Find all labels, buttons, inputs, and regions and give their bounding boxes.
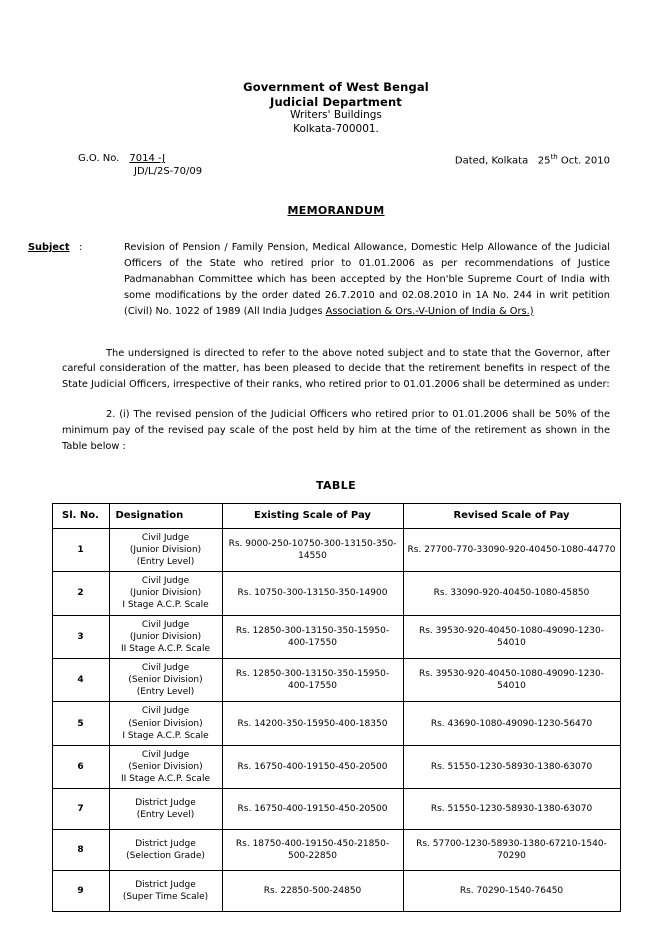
city-pin: Kolkata-700001. — [293, 122, 379, 135]
table-heading: TABLE — [315, 478, 357, 492]
cell-revised-scale: Rs. 57700-1230-58930-1380-67210-1540-70290 — [403, 830, 620, 871]
building-name: Writers' Buildings — [290, 109, 382, 122]
org-name: Government of West Bengal — [243, 80, 429, 94]
go-label: G.O. No. — [78, 153, 120, 165]
designation-line-1: Civil Judge — [141, 619, 190, 630]
cell-designation — [109, 702, 222, 745]
designation-line-3: I Stage A.C.P. Scale — [122, 730, 209, 741]
date-block — [455, 153, 610, 166]
table-row — [52, 572, 620, 615]
cell-designation — [109, 572, 222, 615]
cell-existing-scale: Rs. 12850-300-13150-350-15950-400-17550 — [222, 615, 403, 658]
subject-colon: : — [79, 242, 83, 254]
designation-line-3: (Entry Level) — [136, 557, 195, 568]
table-row — [52, 830, 620, 871]
cell-existing-scale: Rs. 16750-400-19150-450-20500 — [222, 745, 403, 788]
designation-line-2: (Senior Division) — [128, 718, 203, 729]
cell-designation — [109, 659, 222, 702]
body-paragraph-2: 2. (i) The revised pension of the Judicial Officers who retired prior to 01.01.2006 shall be 50% of the minimum pay of the revised pay scale of the post held by him at the time of the retirement as shown in the Table below : — [62, 409, 610, 452]
table-body — [52, 528, 620, 912]
table-row — [52, 528, 620, 571]
designation-line-1: District Judge — [135, 798, 196, 809]
go-subreference: JD/L/2S-70/09 — [134, 166, 203, 178]
cell-revised-scale: Rs. 33090-920-40450-1080-45850 — [403, 572, 620, 615]
designation-line-1: Civil Judge — [141, 706, 190, 717]
table-row — [52, 789, 620, 830]
cell-revised-scale: Rs. 70290-1540-76450 — [403, 871, 620, 912]
cell-designation — [109, 745, 222, 788]
date-day: 25 — [537, 155, 551, 167]
cell-existing-scale: Rs. 9000-250-10750-300-13150-350-14550 — [222, 528, 403, 571]
table-row — [52, 615, 620, 658]
designation-line-1: District Judge — [135, 839, 196, 850]
designation-line-2: (Junior Division) — [129, 544, 202, 555]
designation-line-3: II Stage A.C.P. Scale — [120, 643, 210, 654]
subject-block — [28, 240, 610, 319]
cell-sl-no: 8 — [52, 830, 109, 871]
designation-line-3: (Entry Level) — [136, 687, 195, 698]
cell-revised-scale: Rs. 51550-1230-58930-1380-63070 — [403, 789, 620, 830]
table-row — [52, 871, 620, 912]
cell-designation — [109, 830, 222, 871]
designation-line-1: Civil Judge — [141, 576, 190, 587]
cell-sl-no: 7 — [52, 789, 109, 830]
cell-existing-scale: Rs. 10750-300-13150-350-14900 — [222, 572, 403, 615]
reference-row — [0, 153, 672, 183]
date-rest: Oct. 2010 — [560, 155, 610, 167]
go-number-value: 7014 -J — [129, 153, 166, 165]
cell-revised-scale: Rs. 39530-920-40450-1080-49090-1230-54010 — [403, 659, 620, 702]
department-name: Judicial Department — [270, 94, 402, 109]
designation-line-1: Civil Judge — [141, 532, 190, 543]
cell-designation — [109, 615, 222, 658]
designation-line-3: II Stage A.C.P. Scale — [120, 774, 210, 785]
designation-line-3: I Stage A.C.P. Scale — [122, 600, 209, 611]
cell-sl-no: 9 — [52, 871, 109, 912]
table-row — [52, 702, 620, 745]
body-paragraph-1: The undersigned is directed to refer to the above noted subject and to state that the Governor, after careful consideration of the matter, has been pleased to decide that the retirement benefits in respect of the State Judicial Officers, irrespective of their ranks, who retired prior to 01.01.2006 shall be determined as under: — [62, 347, 610, 391]
column-header-designation: Designation — [109, 503, 222, 528]
cell-designation — [109, 528, 222, 571]
cell-existing-scale: Rs. 14200-350-15950-400-18350 — [222, 702, 403, 745]
pay-scale-table — [52, 503, 621, 913]
designation-line-2: (Super Time Scale) — [122, 892, 209, 903]
column-header-sl-no: Sl. No. — [52, 503, 109, 528]
cell-sl-no: 1 — [52, 528, 109, 571]
cell-revised-scale: Rs. 43690-1080-49090-1230-56470 — [403, 702, 620, 745]
cell-designation — [109, 871, 222, 912]
cell-existing-scale: Rs. 22850-500-24850 — [222, 871, 403, 912]
cell-sl-no: 3 — [52, 615, 109, 658]
cell-existing-scale: Rs. 12850-300-13150-350-15950-400-17550 — [222, 659, 403, 702]
table-row — [52, 659, 620, 702]
cell-designation — [109, 789, 222, 830]
table-head — [52, 503, 620, 528]
cell-sl-no: 4 — [52, 659, 109, 702]
designation-line-1: Civil Judge — [141, 749, 190, 760]
designation-line-2: (Senior Division) — [128, 762, 203, 773]
subject-text-underlined: Association & Ors.-V-Union of India & Ors.) — [325, 305, 534, 317]
letterhead — [0, 0, 672, 136]
date-prefix: Dated, Kolkata — [454, 155, 529, 167]
designation-line-1: District Judge — [135, 880, 196, 891]
cell-existing-scale: Rs. 16750-400-19150-450-20500 — [222, 789, 403, 830]
column-header-revised-scale: Revised Scale of Pay — [403, 503, 620, 528]
designation-line-2: (Entry Level) — [136, 810, 195, 821]
designation-line-2: (Senior Division) — [128, 675, 203, 686]
table-header-row — [52, 503, 620, 528]
go-number-block — [78, 153, 203, 178]
designation-line-2: (Selection Grade) — [126, 851, 205, 862]
designation-line-2: (Junior Division) — [129, 631, 202, 642]
cell-sl-no: 2 — [52, 572, 109, 615]
cell-existing-scale: Rs. 18750-400-19150-450-21850-500-22850 — [222, 830, 403, 871]
designation-line-2: (Junior Division) — [129, 588, 202, 599]
subject-label: Subject — [28, 242, 70, 254]
designation-line-1: Civil Judge — [141, 663, 190, 674]
memorandum-title: MEMORANDUM — [287, 204, 385, 218]
cell-sl-no: 5 — [52, 702, 109, 745]
cell-revised-scale: Rs. 51550-1230-58930-1380-63070 — [403, 745, 620, 788]
table-row — [52, 745, 620, 788]
column-header-existing-scale: Existing Scale of Pay — [222, 503, 403, 528]
subject-text-main: Revision of Pension / Family Pension, Medical Allowance, Domestic Help Allowance of the Judicial Officers of the State who retired prior to 01.01.2006 as per recommendations of Justice Padmanabhan Committee which has been accepted by the Hon'ble Supreme Court of India with some modifications by the order dated 26.7.2010 and 02.08.2010 in 1A No. 244 in writ petition (Civil) No. 1022 of 1989 (All India Judges — [124, 242, 610, 317]
cell-revised-scale: Rs. 27700-770-33090-920-40450-1080-44770 — [403, 528, 620, 571]
date-ordinal: th — [550, 153, 558, 162]
subject-text — [124, 242, 610, 316]
cell-revised-scale: Rs. 39530-920-40450-1080-49090-1230-54010 — [403, 615, 620, 658]
cell-sl-no: 6 — [52, 745, 109, 788]
